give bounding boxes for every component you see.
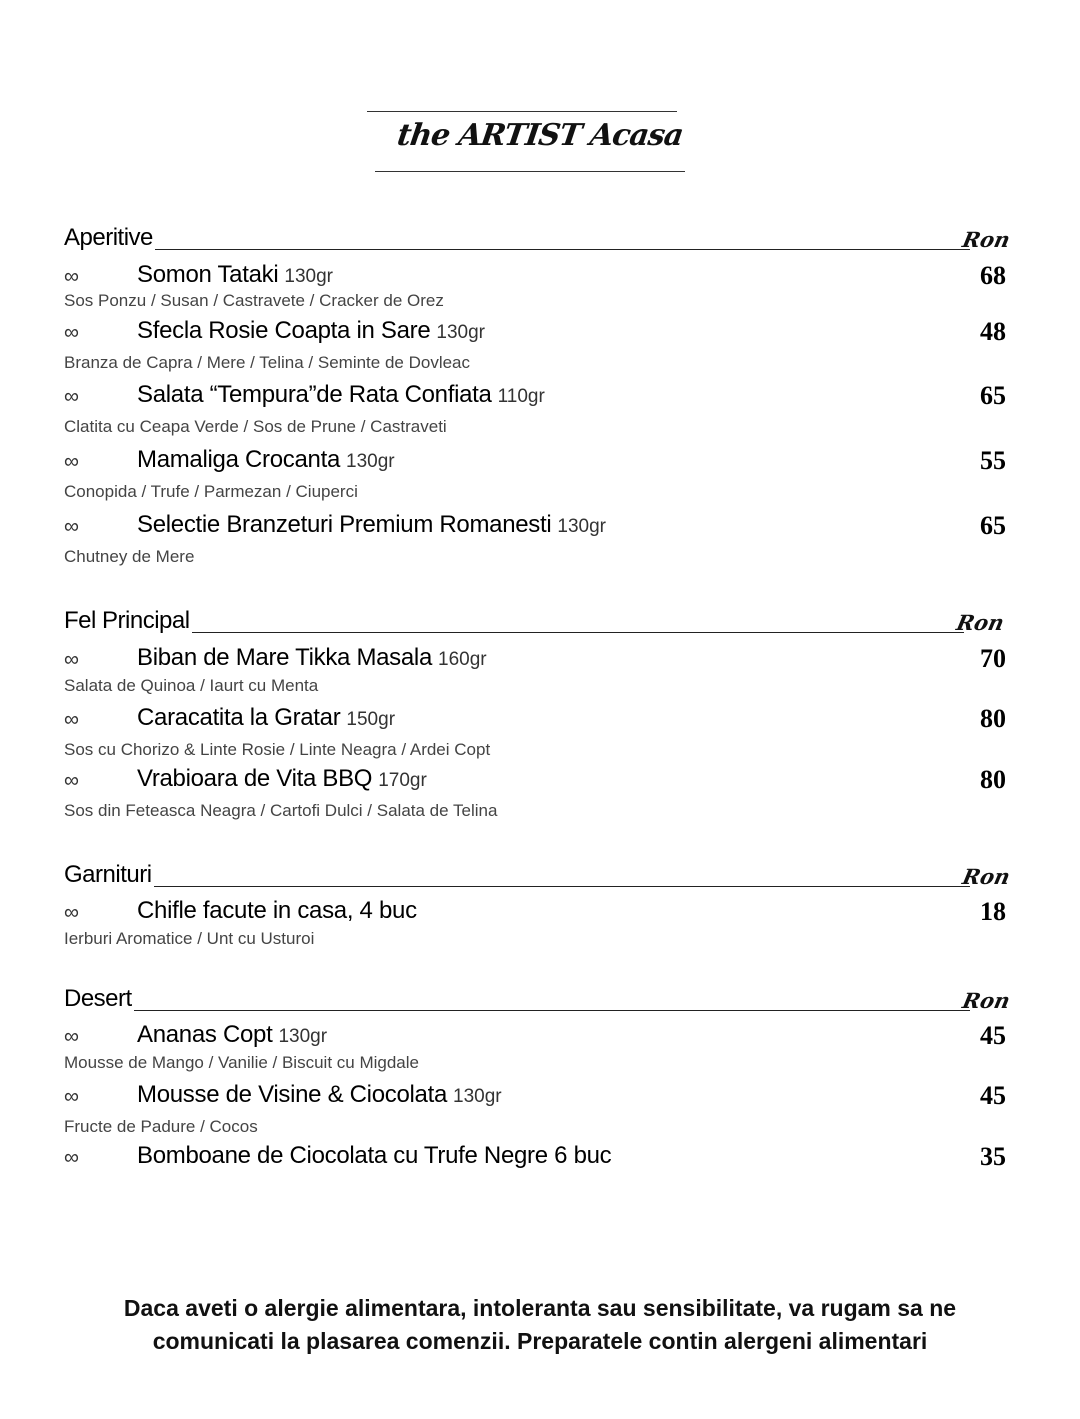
item-name: Mousse de Visine & Ciocolata 130gr — [137, 1081, 502, 1108]
section-rule — [64, 249, 970, 251]
item-price: 55 — [980, 446, 1006, 475]
item-price: 70 — [980, 644, 1006, 673]
allergen-notice — [0, 1292, 1080, 1358]
item-name: Caracatita la Gratar 150gr — [137, 704, 396, 731]
currency-label: Ron — [954, 610, 1007, 635]
section-rule — [64, 886, 970, 888]
item-weight: 130gr — [278, 1026, 328, 1047]
item-description: Fructe de Padure / Cocos — [64, 1117, 258, 1136]
item-weight: 110gr — [497, 386, 545, 407]
item-name: Selectie Branzeturi Premium Romanesti 130gr — [137, 511, 607, 538]
item-name: Salata “Tempura”de Rata Confiata 110gr — [137, 381, 545, 408]
item-price: 65 — [980, 511, 1006, 540]
item-description: Salata de Quinoa / Iaurt cu Menta — [64, 676, 319, 695]
item-name: Sfecla Rosie Coapta in Sare 130gr — [137, 317, 486, 344]
item-weight: 130gr — [284, 266, 333, 287]
currency-label: Ron — [960, 227, 1013, 252]
item-price: 45 — [980, 1081, 1006, 1110]
section-rule — [64, 1010, 970, 1012]
item-description: Sos cu Chorizo & Linte Rosie / Linte Neagra / Ardei Copt — [64, 740, 491, 759]
item-description: Sos Ponzu / Susan / Castravete / Cracker de Orez — [64, 291, 444, 310]
item-weight: 130gr — [346, 451, 395, 472]
item-price: 18 — [980, 897, 1006, 926]
infinity-bullet-icon: ∞ — [64, 450, 79, 473]
allergen-notice-line-1: Daca aveti o alergie alimentara, intoleranta sau sensibilitate, va rugam sa ne — [123, 1295, 957, 1321]
infinity-bullet-icon: ∞ — [64, 708, 79, 731]
section-title: Aperitive — [64, 224, 153, 251]
item-weight: 170gr — [378, 770, 427, 791]
item-name: Ananas Copt 130gr — [137, 1021, 328, 1048]
item-description: Ierburi Aromatice / Unt cu Usturoi — [64, 929, 315, 948]
logo-bottom-rule — [375, 171, 685, 172]
section-rule — [64, 632, 964, 634]
currency-label: Ron — [960, 988, 1013, 1013]
infinity-bullet-icon: ∞ — [64, 1146, 79, 1169]
logo-top-rule — [367, 111, 677, 112]
infinity-bullet-icon: ∞ — [64, 321, 79, 344]
item-price: 68 — [980, 261, 1006, 290]
section-header-aperitive — [64, 224, 1013, 254]
item-price: 80 — [980, 765, 1006, 794]
section-header-garnituri — [64, 861, 1013, 891]
item-name: Mamaliga Crocanta 130gr — [137, 446, 395, 473]
infinity-bullet-icon: ∞ — [64, 265, 79, 288]
item-weight: 130gr — [436, 322, 486, 343]
item-name: Chifle facute in casa, 4 buc — [137, 897, 417, 924]
logo: the ARTIST Acasa — [395, 118, 685, 153]
item-price: 80 — [980, 704, 1006, 733]
infinity-bullet-icon: ∞ — [64, 385, 79, 408]
infinity-bullet-icon: ∞ — [64, 1085, 79, 1108]
item-weight: 130gr — [557, 516, 607, 537]
infinity-bullet-icon: ∞ — [64, 515, 79, 538]
item-description: Sos din Feteasca Neagra / Cartofi Dulci / Salata de Telina — [64, 801, 498, 820]
currency-label: Ron — [960, 864, 1013, 889]
section-header-fel-principal — [64, 607, 1007, 637]
item-price: 48 — [980, 317, 1006, 346]
infinity-bullet-icon: ∞ — [64, 648, 79, 671]
item-price: 35 — [980, 1142, 1006, 1171]
item-weight: 160gr — [438, 649, 487, 670]
item-description: Clatita cu Ceapa Verde / Sos de Prune / Castraveti — [64, 417, 447, 436]
item-description: Branza de Capra / Mere / Telina / Seminte de Dovleac — [64, 353, 471, 372]
item-name: Vrabioara de Vita BBQ 170gr — [137, 765, 427, 792]
infinity-bullet-icon: ∞ — [64, 901, 79, 924]
item-description: Mousse de Mango / Vanilie / Biscuit cu Migdale — [64, 1053, 419, 1072]
item-description: Conopida / Trufe / Parmezan / Ciuperci — [64, 482, 358, 501]
item-weight: 130gr — [453, 1086, 502, 1107]
infinity-bullet-icon: ∞ — [64, 1025, 79, 1048]
allergen-notice-line-2: comunicati la plasarea comenzii. Preparatele contin alergeni alimentari — [152, 1328, 928, 1354]
section-title: Desert — [64, 985, 132, 1012]
item-price: 65 — [980, 381, 1006, 410]
item-price: 45 — [980, 1021, 1006, 1050]
item-description: Chutney de Mere — [64, 547, 195, 566]
section-header-desert — [64, 985, 1013, 1015]
section-title: Fel Principal — [64, 607, 190, 634]
item-name: Somon Tataki 130gr — [137, 261, 333, 288]
section-title: Garnituri — [64, 861, 152, 888]
item-name: Bomboane de Ciocolata cu Trufe Negre 6 buc — [137, 1142, 612, 1169]
item-weight: 150gr — [346, 709, 396, 730]
item-name: Biban de Mare Tikka Masala 160gr — [137, 644, 487, 671]
infinity-bullet-icon: ∞ — [64, 769, 79, 792]
